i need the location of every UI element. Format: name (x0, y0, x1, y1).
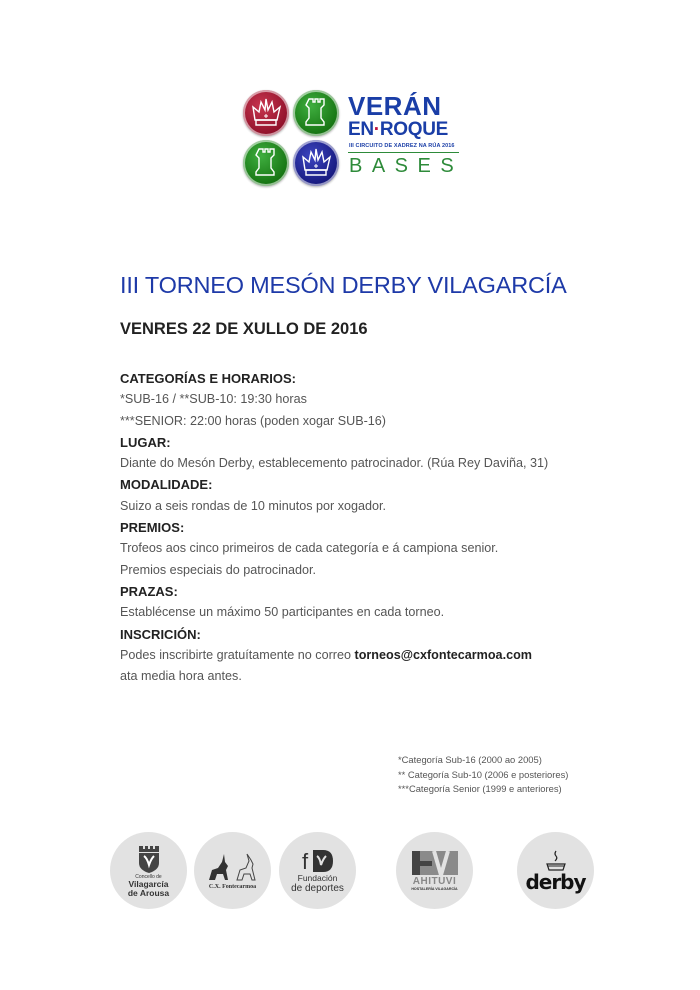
sponsor-text: Fundación (297, 873, 338, 883)
sponsor-text: Vilagarcía (128, 878, 169, 889)
logo-en: EN (348, 119, 374, 140)
section-line: Premios especiais do patrocinador. (120, 562, 317, 577)
section-line (120, 645, 600, 666)
rook-badge-green (293, 90, 339, 136)
footnote: ***Categoría Senior (1999 e anteriores) (398, 783, 562, 794)
rook-icon (293, 90, 339, 136)
knights-icon (205, 852, 261, 884)
logo-line-en-roque (348, 120, 448, 140)
section-line: Trofeos aos cinco primeiros de cada categoría e á campiona senior. (120, 541, 499, 556)
crown-icon (243, 90, 289, 136)
section-line: Diante do Mesón Derby, establecemento patrocinador. (Rúa Rey Daviña, 31) (120, 456, 549, 471)
sponsor-text: de Arousa (127, 887, 170, 898)
logo-subtitle: III CIRCUITO DE XADREZ NA RÚA 2016 (349, 143, 455, 149)
sponsor-text: de deportes (291, 882, 344, 894)
footnote: ** Categoría Sub-10 (2006 e posteriores) (398, 768, 569, 780)
section-line: ata media hora antes. (120, 669, 242, 684)
rook-badge-green (243, 140, 289, 186)
section-line: ***SENIOR: 22:00 horas (poden xogar SUB-16) (120, 413, 387, 428)
section-line: Establécense un máximo 50 participantes en cada torneo. (120, 605, 445, 620)
hv-icon (410, 849, 460, 877)
footnote: *Categoría Sub-16 (2000 ao 2005) (398, 754, 542, 765)
logo-line-veran: VERÁN (348, 91, 442, 121)
email-link[interactable]: torneos@cxfontecarmoa.com (354, 647, 532, 662)
logo-dot: · (373, 119, 380, 140)
section-heading: INSCRICIÓN: (120, 626, 201, 642)
sponsor-text: AHITUVI (412, 876, 457, 887)
page-title: III TORNEO MESÓN DERBY VILAGARCÍA (120, 272, 567, 298)
crown-badge-red (243, 90, 289, 136)
inscription-text: Podes inscribirte gratuítamente no correo (120, 647, 355, 662)
category-footnotes (398, 753, 568, 797)
crown-icon (293, 140, 339, 186)
section-line: Suizo a seis rondas de 10 minutos por xogador. (120, 498, 387, 513)
crown-badge-blue (293, 140, 339, 186)
event-date: VENRES 22 DE XULLO DE 2016 (120, 320, 368, 338)
logo-roque: ROQUE (379, 119, 449, 140)
logo-divider (348, 152, 459, 153)
sponsor-ahituvi-logo (396, 832, 473, 909)
section-heading: PREMIOS: (120, 520, 185, 536)
event-logo (243, 88, 463, 188)
svg-text:f: f (301, 849, 308, 874)
section-heading: MODALIDADE: (120, 477, 213, 493)
section-heading: LUGAR: (120, 434, 171, 450)
logo-bases: BASES (349, 155, 464, 177)
sponsor-concello-logo (110, 832, 187, 909)
sponsor-text: derby (525, 869, 586, 894)
fd-icon (301, 848, 335, 874)
sponsor-small-text: Concello de (135, 873, 162, 880)
section-heading: PRAZAS: (120, 583, 178, 599)
sponsor-fundacion-logo (279, 832, 356, 909)
sponsor-cx-fontecarmoa-logo (194, 832, 271, 909)
sponsor-text: C.X. Fontecarmoa (208, 883, 257, 890)
shield-icon (136, 844, 162, 874)
sponsor-derby-logo (517, 832, 594, 909)
section-heading: CATEGORÍAS E HORARIOS: (120, 371, 296, 386)
section-line: *SUB-16 / **SUB-10: 19:30 horas (120, 392, 307, 407)
rook-icon (243, 140, 289, 186)
sponsor-small-text: HOSTALERÍA VILAGARCÍA (411, 887, 458, 891)
cup-icon (545, 850, 567, 872)
rules-body (120, 368, 600, 687)
